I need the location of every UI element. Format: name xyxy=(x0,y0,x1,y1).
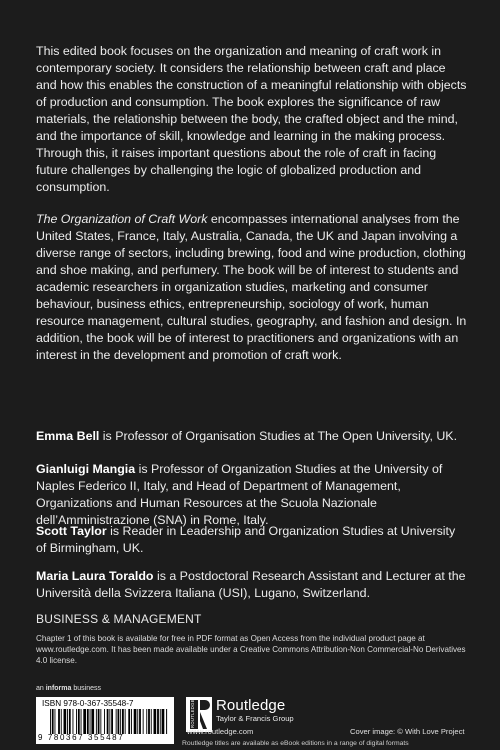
editor-bio xyxy=(36,428,468,445)
barcode-bar xyxy=(157,709,159,734)
editor-bio xyxy=(36,461,468,529)
publisher-name: Routledge xyxy=(216,697,286,714)
editor-name: Scott Taylor xyxy=(36,524,107,538)
editor-name: Emma Bell xyxy=(36,429,100,443)
barcode-bar xyxy=(98,709,100,734)
publisher-url[interactable]: www.routledge.com xyxy=(187,727,254,736)
barcode-bar xyxy=(76,709,77,734)
barcode xyxy=(36,697,174,744)
description-paragraph-2 xyxy=(36,211,468,364)
barcode-bar xyxy=(64,709,67,734)
barcode-bar xyxy=(116,709,117,734)
barcode-bar xyxy=(78,709,80,734)
barcode-bar xyxy=(61,709,62,734)
barcode-bar xyxy=(166,709,167,734)
editor-bio xyxy=(36,523,468,557)
barcode-bar xyxy=(104,709,105,734)
barcode-bar xyxy=(58,709,60,734)
editor-name: Gianluigi Mangia xyxy=(36,462,136,476)
barcode-bar xyxy=(154,709,157,734)
barcode-bar xyxy=(139,709,141,734)
barcode-bar xyxy=(143,709,144,734)
publisher-group: Taylor & Francis Group xyxy=(216,714,294,723)
barcode-bar xyxy=(100,709,101,734)
barcode-bar xyxy=(55,709,56,734)
barcode-bar xyxy=(109,709,110,734)
editor-bio-text: is Professor of Organization Studies at the University of Naples Federico II, Italy, and Head of Department of Management, Organizations and Human Resources at the Scuola Nazionale dell’Amministrazione (SNA) in Rome, Italy. xyxy=(36,462,443,527)
barcode-bar xyxy=(69,709,71,734)
barcode-bar xyxy=(160,709,161,734)
informa-brand: informa xyxy=(45,685,72,692)
barcode-bar xyxy=(83,709,86,734)
subject-category: BUSINESS & MANAGEMENT xyxy=(36,612,202,626)
cover-image-credit: Cover image: © With Love Project xyxy=(350,727,465,736)
description-paragraph-2-text: encompasses international analyses from the United States, France, Italy, Australia, Canada, the UK and Japan involving a diverse range of sectors, including brewing, food and wine production, clothing and shoe making, and perfumery. The book will be of interest to students and academic researchers in organization studies, marketing and consumer behaviour, business ethics, entrepreneurship, sociology of work, human resource management, cultural studies, geography, and fashion and design. In addition, the book will be of interest to practitioners and organizations with an interest in the development and promotion of craft work. xyxy=(36,212,467,362)
barcode-bar xyxy=(151,709,152,734)
barcode-bar xyxy=(111,709,113,734)
barcode-bars xyxy=(50,709,168,734)
ebook-availability-note: Routledge titles are available as eBook editions in a range of digital formats xyxy=(182,740,409,747)
barcode-bar xyxy=(120,709,121,734)
barcode-bar xyxy=(67,709,68,734)
editor-name: Maria Laura Toraldo xyxy=(36,569,154,583)
barcode-bar xyxy=(107,709,109,734)
barcode-bar xyxy=(118,709,120,734)
barcode-bar xyxy=(146,709,147,734)
barcode-bar xyxy=(134,709,137,734)
barcode-bar xyxy=(91,709,94,734)
barcode-bar xyxy=(148,709,150,734)
editor-bio xyxy=(36,568,468,602)
barcode-bar xyxy=(162,709,165,734)
routledge-logo-text: ROUTLEDGE xyxy=(190,699,195,728)
open-access-note: Chapter 1 of this book is available for free in PDF format as Open Access from the individual product page at www.routledge.com. It has been made available under a Creative Commons Attribution-Non Commercial-No Derivatives 4.0 license. xyxy=(36,634,466,665)
barcode-bar xyxy=(125,709,126,734)
barcode-number: 9 780367 355487 xyxy=(38,733,125,742)
barcode-bar xyxy=(73,709,74,734)
barcode-bar xyxy=(131,709,132,734)
barcode-bar xyxy=(52,709,54,734)
barcode-bar xyxy=(128,709,130,734)
editor-bio-text: is Reader in Leadership and Organization Studies at University of Birmingham, UK. xyxy=(36,524,456,555)
barcode-bar xyxy=(87,709,89,734)
barcode-bar xyxy=(81,709,82,734)
barcode-bar xyxy=(96,709,97,734)
barcode-bar xyxy=(122,709,124,734)
informa-business-label: an informa business xyxy=(36,685,101,692)
editor-bio-text: is Professor of Organisation Studies at The Open University, UK. xyxy=(99,429,458,443)
book-title-italic: The Organization of Craft Work xyxy=(36,212,208,226)
description-paragraph-1: This edited book focuses on the organization and meaning of craft work in contemporary society. It considers the relationship between craft and place and how this enables the construction of a meaningful relationship with objects of production and consumption. The book explores the significance of raw materials, the relationship between the body, the crafted object and the mind, and the importance of skill, knowledge and learning in the making process. Through this, it raises important questions about the role of craft in facing future challenges by challenging the logic of globalized production and consumption. xyxy=(36,44,467,194)
isbn-label: ISBN 978-0-367-35548-7 xyxy=(42,699,134,708)
barcode-bar xyxy=(137,709,138,734)
barcode-bar xyxy=(50,709,51,734)
barcode-bar xyxy=(90,709,91,734)
editor-bio-text: is a Postdoctoral Research Assistant and Lecturer at the Università della Svizzera Italiana (USI), Lugano, Switzerland. xyxy=(36,569,466,600)
